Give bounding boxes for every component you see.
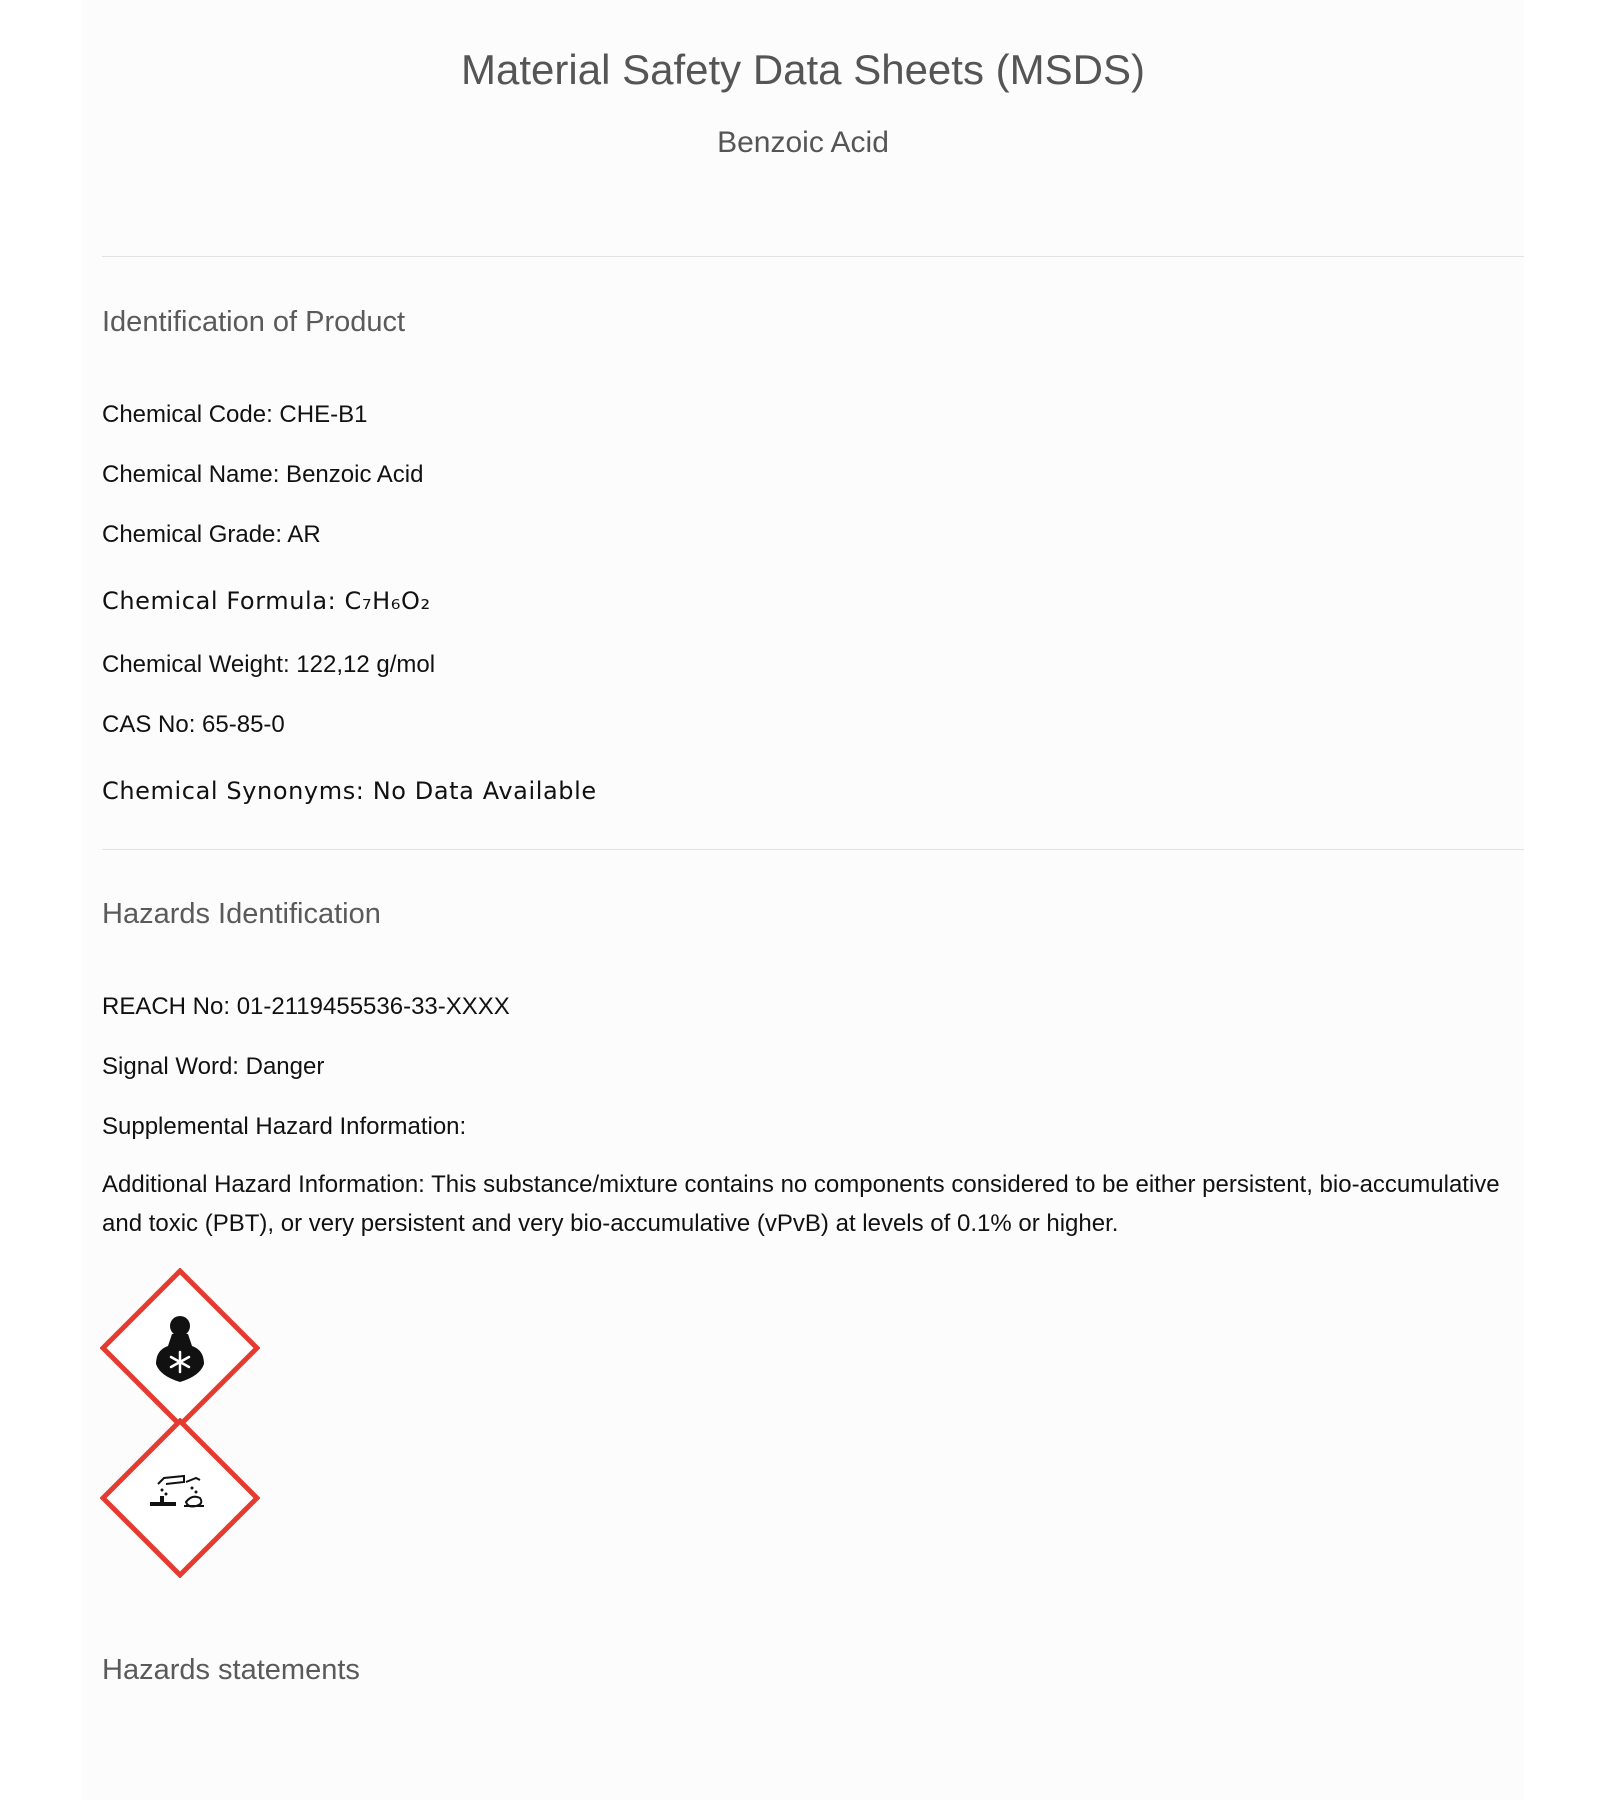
hazard-statements-heading: Hazards statements [102,1654,360,1686]
reach-number: REACH No: 01-2119455536-33-XXXX [102,993,510,1020]
identification-heading: Identification of Product [102,306,406,338]
signal-word: Signal Word: Danger [102,1053,325,1080]
chemical-synonyms: Chemical Synonyms: No Data Available [102,777,597,805]
chemical-weight: Chemical Weight: 122,12 g/mol [102,651,436,678]
hazards-heading: Hazards Identification [102,898,381,930]
chemical-formula: Chemical Formula: C₇H₆O₂ [102,587,431,615]
section-divider [102,849,1524,850]
section-divider [102,256,1524,257]
chemical-name: Chemical Name: Benzoic Acid [102,461,424,488]
corrosion-icon [100,1418,260,1578]
supplemental-hazard-info: Supplemental Hazard Information: [102,1113,467,1140]
msds-document [82,0,1524,1800]
page-subtitle: Benzoic Acid [717,126,889,159]
page-title: Material Safety Data Sheets (MSDS) [461,46,1145,93]
additional-hazard-info: Additional Hazard Information: This substance/mixture contains no components considered to be either persistent, bio-accumulative and toxic (PBT), or very persistent and very bio-accumulative (vPvB) at levels of 0.1% or higher. [102,1171,1500,1237]
health-hazard-icon [100,1268,260,1428]
cas-number: CAS No: 65-85-0 [102,711,285,738]
chemical-grade: Chemical Grade: AR [102,521,321,548]
chemical-code: Chemical Code: CHE-B1 [102,401,368,428]
